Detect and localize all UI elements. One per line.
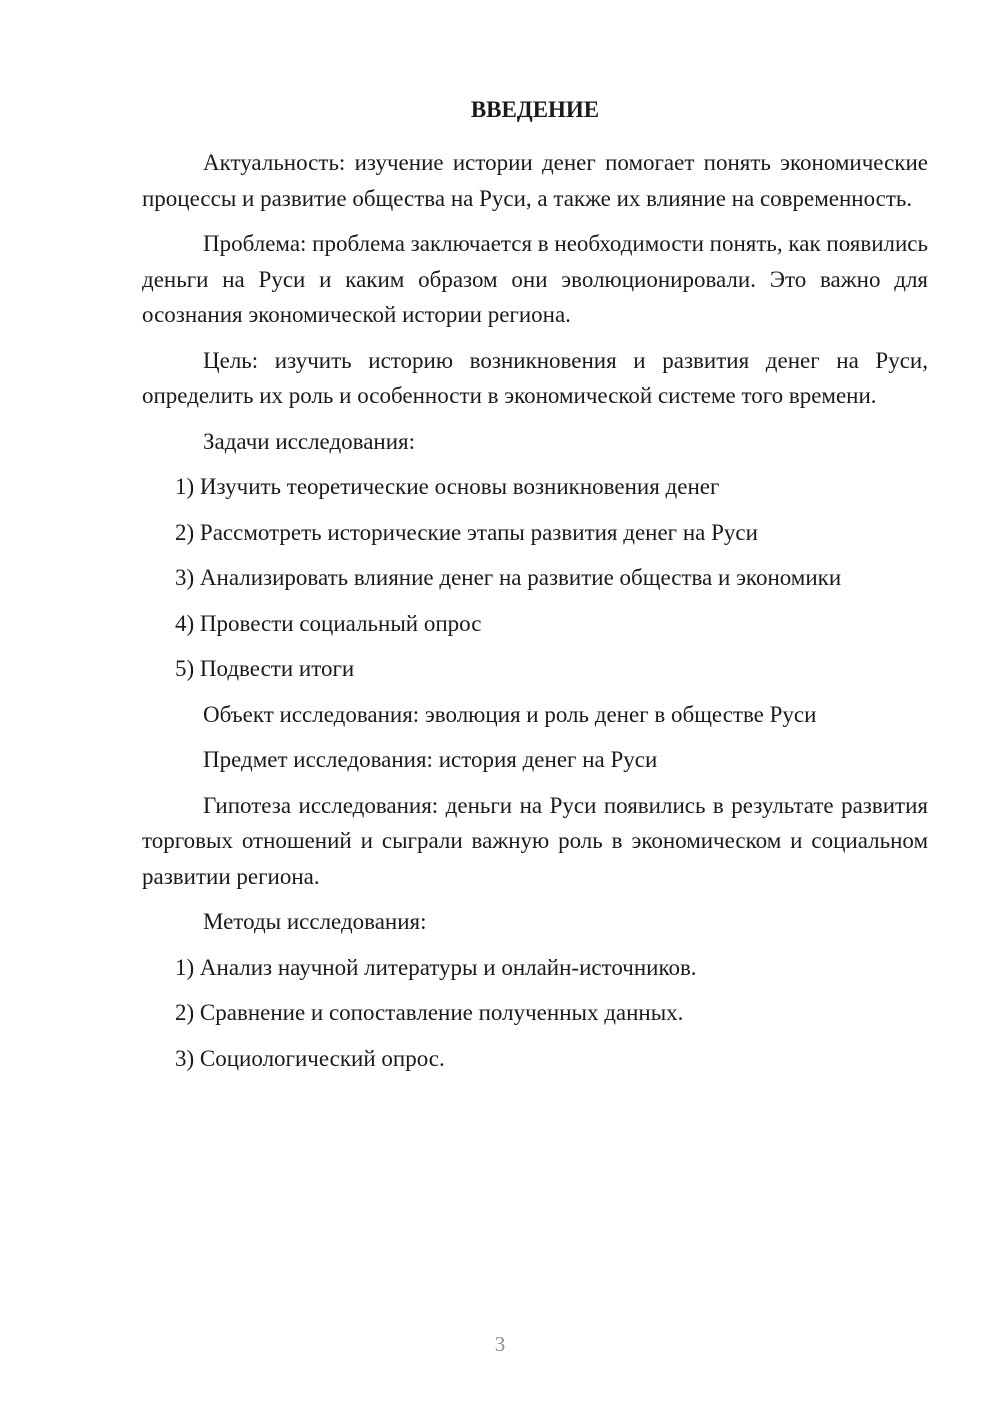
- list-item: 1) Изучить теоретические основы возникновения денег: [175, 474, 720, 499]
- list-item: 4) Провести социальный опрос: [175, 610, 482, 636]
- tasks-list: [142, 469, 928, 687]
- methods-list: [142, 950, 928, 1077]
- list-item: 3) Анализировать влияние денег на развитие общества и экономики: [175, 565, 842, 590]
- list-item: 3) Социологический опрос.: [175, 1045, 445, 1071]
- list-item: 1) Анализ научной литературы и онлайн-источников.: [175, 954, 697, 980]
- goal-paragraph: Цель: изучить историю возникновения и развития денег на Руси, определить их роль и особенности в экономической системе того времени.: [142, 347, 928, 408]
- hypothesis-paragraph: Гипотеза исследования: деньги на Руси появились в результате развития торговых отношений и сыграли важную роль в экономическом и социальном развитии региона.: [142, 792, 928, 889]
- document-page: [142, 92, 928, 1086]
- methods-heading: Методы исследования:: [203, 909, 427, 934]
- list-item: 5) Подвести итоги: [175, 656, 355, 681]
- page-number: 3: [494, 1332, 506, 1356]
- tasks-heading: Задачи исследования:: [203, 428, 416, 454]
- relevance-paragraph: Актуальность: изучение истории денег помогает понять экономические процессы и развитие общества на Руси, а также их влияние на современность.: [142, 150, 928, 211]
- object-line: Объект исследования: эволюция и роль денег в обществе Руси: [203, 701, 817, 727]
- page-title: ВВЕДЕНИЕ: [470, 97, 600, 122]
- list-item: 2) Рассмотреть исторические этапы развития денег на Руси: [175, 519, 758, 545]
- subject-line: Предмет исследования: история денег на Руси: [203, 747, 658, 772]
- list-item: 2) Сравнение и сопоставление полученных данных.: [175, 1000, 684, 1025]
- problem-paragraph: Проблема: проблема заключается в необходимости понять, как появились деньги на Руси и каким образом они эволюционировали. Это важно для осознания экономической истории региона.: [142, 231, 928, 327]
